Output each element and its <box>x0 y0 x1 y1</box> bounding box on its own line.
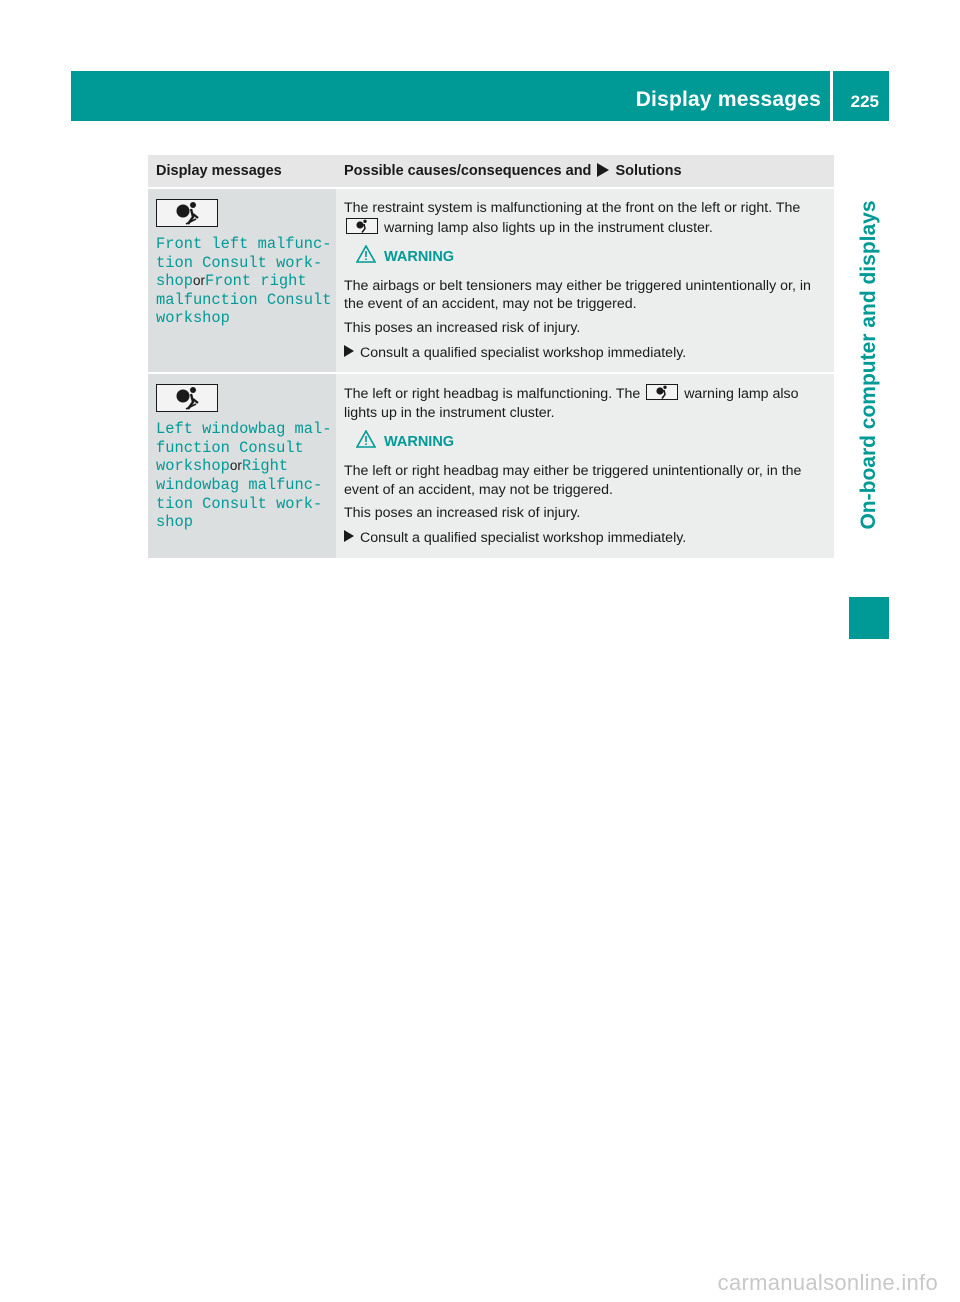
warning-triangle-icon <box>356 245 376 269</box>
cause-text <box>344 199 826 237</box>
table-row <box>148 188 834 373</box>
table-header-row <box>148 155 834 188</box>
source-watermark: carmanualsonline.info <box>717 1270 938 1295</box>
warning-text: The left or right headbag may either be triggered unintentionally or, in the event of an accident, may not be triggered. <box>344 462 802 498</box>
message-text-line: malfunction Consult <box>156 290 332 309</box>
causes-solutions-cell <box>336 373 834 558</box>
display-message-cell <box>148 373 336 558</box>
message-text-line: tion Consult work‐ <box>156 253 323 272</box>
warning-heading <box>356 245 826 269</box>
causes-solutions-cell <box>336 188 834 373</box>
message-text-line: Front left malfunc‐ <box>156 235 332 253</box>
message-text-line: tion Consult work‐ <box>156 494 323 513</box>
column-header-causes-text: Possible causes/consequences and <box>344 163 592 179</box>
column-header-causes-solutions <box>336 155 834 188</box>
header-divider <box>830 71 833 121</box>
cause-text-part: warning lamp also lights up in the instrument cluster. <box>383 219 713 236</box>
table-row <box>148 373 834 558</box>
or-connector: or <box>229 458 242 474</box>
solution-text: Consult a qualified specialist workshop immediately. <box>360 344 687 361</box>
risk-text: This poses an increased risk of injury. <box>344 505 581 522</box>
airbag-warning-icon <box>646 384 678 400</box>
message-text-line <box>156 457 328 476</box>
warning-text: The airbags or belt tensioners may either be triggered unintentionally or, in the event of an accident, may not be triggered. <box>344 277 811 313</box>
message-text-line <box>156 272 328 291</box>
message-text-fragment: Front right <box>204 272 307 291</box>
page-header-bar <box>71 71 889 121</box>
airbag-warning-icon <box>346 218 378 234</box>
display-message-cell <box>148 188 336 373</box>
message-text-line: shop <box>156 513 193 532</box>
message-text-fragment: workshop <box>156 457 230 476</box>
airbag-warning-icon <box>156 199 218 227</box>
warning-label: WARNING <box>384 248 455 265</box>
message-text-line: Left windowbag mal‐ <box>156 420 332 439</box>
warning-label: WARNING <box>384 433 455 450</box>
message-text-line: function Consult <box>156 438 304 457</box>
cause-text-part: The restraint system is malfunctioning at the front on the left or right. The <box>344 200 801 216</box>
solution-text: Consult a qualified specialist workshop immediately. <box>360 529 687 546</box>
message-text-fragment: shop <box>156 272 193 291</box>
message-text-line: workshop <box>156 309 230 328</box>
warning-heading <box>356 430 826 454</box>
airbag-warning-icon <box>156 384 218 412</box>
display-messages-table <box>148 155 834 558</box>
cause-text <box>344 384 826 422</box>
step-arrow-icon <box>344 344 354 363</box>
cause-text-part: warning lamp also lights up in the instrument cluster. <box>344 386 799 421</box>
solution-step <box>344 529 826 548</box>
page-title: Display messages <box>635 88 821 111</box>
section-side-tab-label: On-board computer and displays <box>857 200 880 530</box>
column-header-solutions-text: Solutions <box>615 163 682 179</box>
or-connector: or <box>192 273 205 289</box>
play-arrow-icon <box>597 163 609 181</box>
step-arrow-icon <box>344 529 354 548</box>
page-number: 225 <box>850 92 879 111</box>
section-side-tab <box>849 140 889 590</box>
cause-text-part: The left or right headbag is malfunctioning. The <box>344 386 641 403</box>
warning-triangle-icon <box>356 430 376 454</box>
message-text-fragment: Right <box>241 457 289 476</box>
column-header-display-messages: Display messages <box>148 155 336 188</box>
message-text-line: windowbag malfunc‐ <box>156 475 323 494</box>
solution-step <box>344 344 826 363</box>
risk-text: This poses an increased risk of injury. <box>344 319 581 336</box>
section-side-marker <box>849 597 889 639</box>
